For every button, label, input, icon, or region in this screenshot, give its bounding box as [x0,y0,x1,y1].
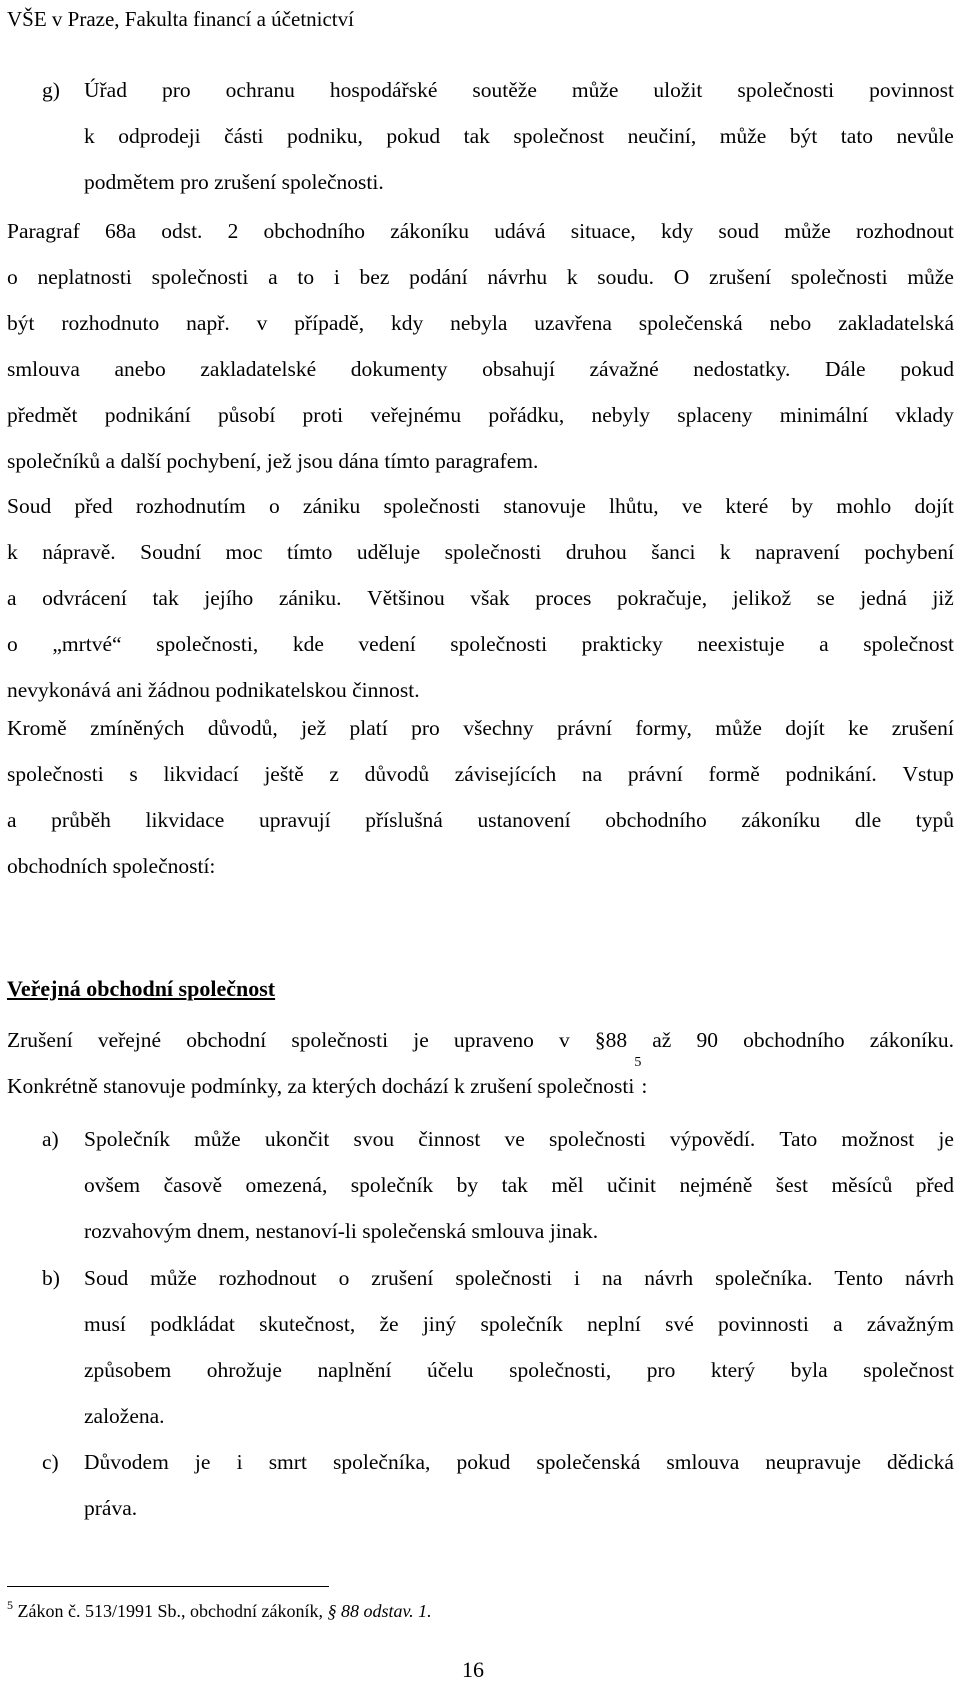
text-line: nevykonává ani žádnou podnikatelskou činnost. [7,678,420,702]
paragraph-2 [7,483,954,713]
list-item-body [84,1439,954,1531]
text-line: práva. [84,1496,138,1520]
text-line: být rozhodnuto např. v případě, kdy nebyla uzavřena společenská nebo zakladatelská [7,311,954,335]
page-header: VŠE v Praze, Fakulta financí a účetnictví [7,7,354,31]
footnote-text: Zákon č. 513/1991 Sb., obchodní zákoník, [13,1601,328,1621]
text-line: založena. [84,1404,165,1428]
text-line: obchodních společností: [7,854,216,878]
text-line: rozvahovým dnem, nestanoví-li společenská smlouva jinak. [84,1219,599,1243]
text-line: Zrušení veřejné obchodní společnosti je upraveno v §88 až 90 obchodního zákoníku. [7,1028,954,1052]
text-line: Společník může ukončit svou činnost ve společnosti výpovědí. Tato možnost je [84,1127,954,1151]
text-line: společníků a další pochybení, jež jsou dána tímto paragrafem. [7,449,539,473]
text-line: k odprodeji části podniku, pokud tak společnost neučiní, může být tato nevůle [84,124,954,148]
paragraph-1 [7,208,954,484]
text-line: o „mrtvé“ společnosti, kde vedení společnosti prakticky neexistuje a společnost [7,632,954,656]
text-line: Soud před rozhodnutím o zániku společnosti stanovuje lhůtu, ve které by mohlo dojít [7,494,954,518]
text-line: Úřad pro ochranu hospodářské soutěže může uložit společnosti povinnost [84,78,954,102]
text-run: : [641,1074,648,1098]
text-line: Soud může rozhodnout o zrušení společnosti i na návrh společníka. Tento návrh [84,1266,954,1290]
paragraph-3 [7,705,954,889]
text-line: smlouva anebo zakladatelské dokumenty obsahují závažné nedostatky. Dále pokud [7,357,954,381]
list-label: c) [42,1450,59,1474]
footnote-separator [7,1586,329,1587]
text-run: Konkrétně stanovuje podmínky, za kterých dochází k zrušení společnosti [7,1074,635,1098]
section-heading: Veřejná obchodní společnost [7,976,276,1001]
text-line: k nápravě. Soudní moc tímto uděluje společnosti druhou šanci k napravení pochybení [7,540,954,564]
list-item-body [84,67,954,205]
text-line [7,1055,954,1109]
text-line: Paragraf 68a odst. 2 obchodního zákoníku udává situace, kdy soud může rozhodnout [7,219,954,243]
footnote-number: 5 [7,1598,13,1612]
text-line: předmět podnikání působí proti veřejnému pořádku, nebyly splaceny minimální vklady [7,403,954,427]
text-line: Kromě zmíněných důvodů, jež platí pro všechny právní formy, může dojít ke zrušení [7,716,954,740]
text-line: podmětem pro zrušení společnosti. [84,170,384,194]
text-line: a průběh likvidace upravují příslušná ustanovení obchodního zákoníku dle typů [7,808,954,832]
text-line: musí podkládat skutečnost, že jiný společník neplní své povinnosti a závažným [84,1312,954,1336]
list-item-body [84,1116,954,1254]
text-line: způsobem ohrožuje naplnění účelu společnosti, pro který byla společnost [84,1358,954,1382]
list-label: g) [42,78,60,102]
text-line: společnosti s likvidací ještě z důvodů závisejících na právní formě podnikání. Vstup [7,762,954,786]
text-line: Důvodem je i smrt společníka, pokud společenská smlouva neupravuje dědická [84,1450,954,1474]
list-label: b) [42,1266,60,1290]
footnote-reference[interactable]: 5 [634,1055,642,1070]
footnote [7,1594,432,1628]
list-label: a) [42,1127,59,1151]
footnote-citation: § 88 odstav. 1. [327,1601,432,1621]
page-number: 16 [462,1657,484,1682]
text-line: ovšem časově omezená, společník by tak měl učinit nejméně šest měsíců před [84,1173,954,1197]
list-item-body [84,1255,954,1439]
paragraph-4 [7,1017,954,1109]
text-line: a odvrácení tak jejího zániku. Většinou však proces pokračuje, jelikož se jedná již [7,586,954,610]
text-line: o neplatnosti společnosti a to i bez podání návrhu k soudu. O zrušení společnosti může [7,265,954,289]
